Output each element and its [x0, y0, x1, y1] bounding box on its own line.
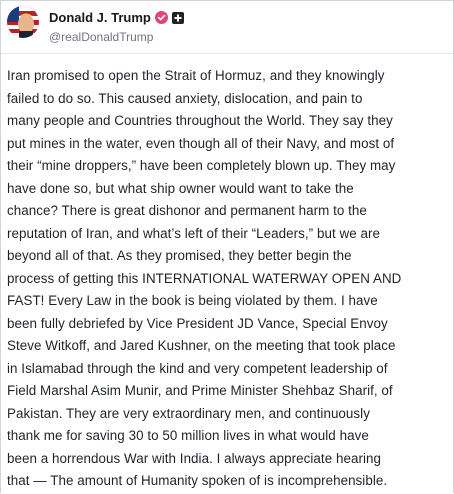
user-handle[interactable]: @realDonaldTrump [49, 30, 154, 44]
post-body-text: Iran promised to open the Strait of Hormuz, and they knowingly failed to do so. This caused anxiety, dislocation, and pain to many people and Countries throughout the World. They say they put mines in the water, even though all of their Navy, and most of their “mine droppers,” have been completely blown up. They may have done so, but what ship owner would want to take the chance? There is great dishonor and permanent harm to the reputation of Iran, and what’s left of their “Leaders,” but we are beyond all of that. As they promised, they better begin the process of getting this INTERNATIONAL WATERWAY OPEN AND FAST! Every Law in the book is being violated by them. I have been fully debriefed by Vice President JD Vance, Special Envoy Steve Witkoff, and Jared Kushner, on the meeting that took place in Islamabad through the kind and very competent leadership of Field Marshal Asim Munir, and Prime Minister Shehbaz Sharif, of Pakistan. They are very extraordinary men, and continuously thank me for saving 30 to 50 million lives in what would have been a horrendous War with India. I always appreciate hearing that — The amount of Humanity spoken of is incomprehensible. [7, 68, 402, 488]
name-row [49, 9, 184, 25]
avatar[interactable] [7, 6, 39, 38]
display-name[interactable]: Donald J. Trump [49, 9, 151, 25]
avatar-image [7, 6, 39, 38]
post-header [1, 1, 453, 54]
verified-badge-icon [155, 11, 168, 24]
shield-badge-icon [172, 11, 184, 23]
